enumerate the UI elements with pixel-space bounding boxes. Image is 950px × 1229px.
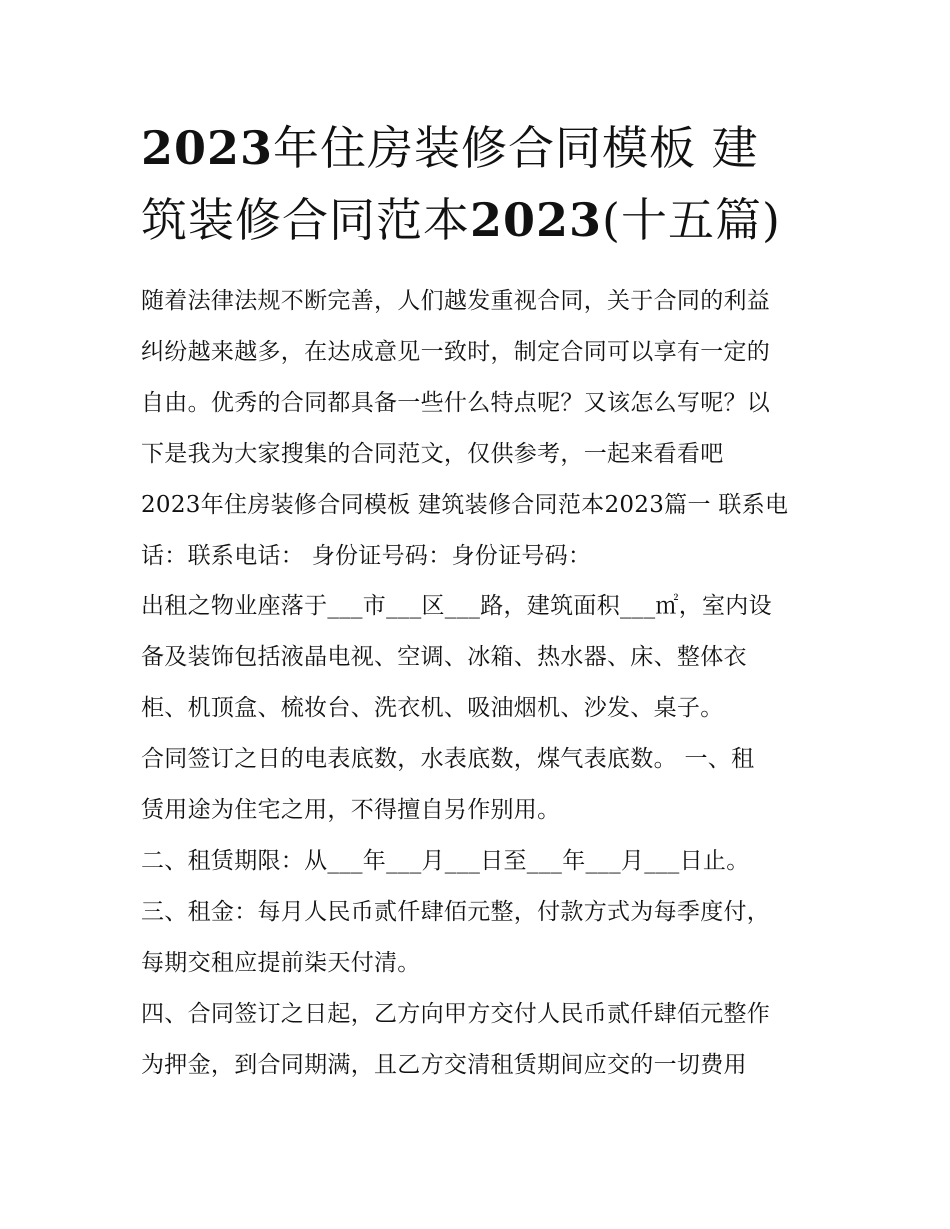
body-line: 纠纷越来越多，在达成意见一致时，制定合同可以享有一定的 xyxy=(141,338,771,365)
body-line: 合同签订之日的电表底数，水表底数，煤气表底数。 一、租 xyxy=(141,746,755,773)
title-text-1: 年住房装修合同模板 建 xyxy=(273,121,759,175)
body-line: 每期交租应提前柒天付清。 xyxy=(141,949,421,976)
body-line: 自由。优秀的合同都具备一些什么特点呢？又该怎么写呢？以 xyxy=(141,389,771,416)
body-line: 备及装饰包括液晶电视、空调、冰箱、热水器、床、整体衣 xyxy=(141,644,747,671)
title-year-2: 2023 xyxy=(470,193,603,247)
title-line-2 xyxy=(141,184,831,256)
body-line: 为押金，到合同期满，且乙方交清租赁期间应交的一切费用 xyxy=(141,1051,747,1078)
body-line: 下是我为大家搜集的合同范文，仅供参考，一起来看看吧 xyxy=(141,440,724,467)
document-title xyxy=(141,112,831,256)
body-line: 二、租赁期限：从___年___月___日至___年___月___日止。 xyxy=(141,847,750,874)
body-line: 2023年住房装修合同模板 建筑装修合同范本2023篇一 联系电 xyxy=(141,491,789,518)
title-year: 2023 xyxy=(141,121,274,175)
body-line: 三、租金：每月人民币贰仟肆佰元整，付款方式为每季度付， xyxy=(141,898,771,925)
body-line: 四、合同签订之日起，乙方向甲方交付人民币贰仟肆佰元整作 xyxy=(141,1000,771,1027)
body-line: 出租之物业座落于___市___区___路，建筑面积___㎡，室内设 xyxy=(141,593,772,620)
body-line: 话：联系电话： 身份证号码：身份证号码： xyxy=(141,542,592,569)
body-line: 赁用途为住宅之用，不得擅自另作别用。 xyxy=(141,797,561,824)
body-line: 随着法律法规不断完善，人们越发重视合同，关于合同的利益 xyxy=(141,288,771,314)
title-text-2: 筑装修合同范本 xyxy=(141,193,470,247)
document-body xyxy=(141,276,821,1091)
title-line-1 xyxy=(141,112,831,184)
title-suffix: (十五篇) xyxy=(602,193,781,247)
body-line: 柜、机顶盒、梳妆台、洗衣机、吸油烟机、沙发、桌子。 xyxy=(141,695,724,722)
